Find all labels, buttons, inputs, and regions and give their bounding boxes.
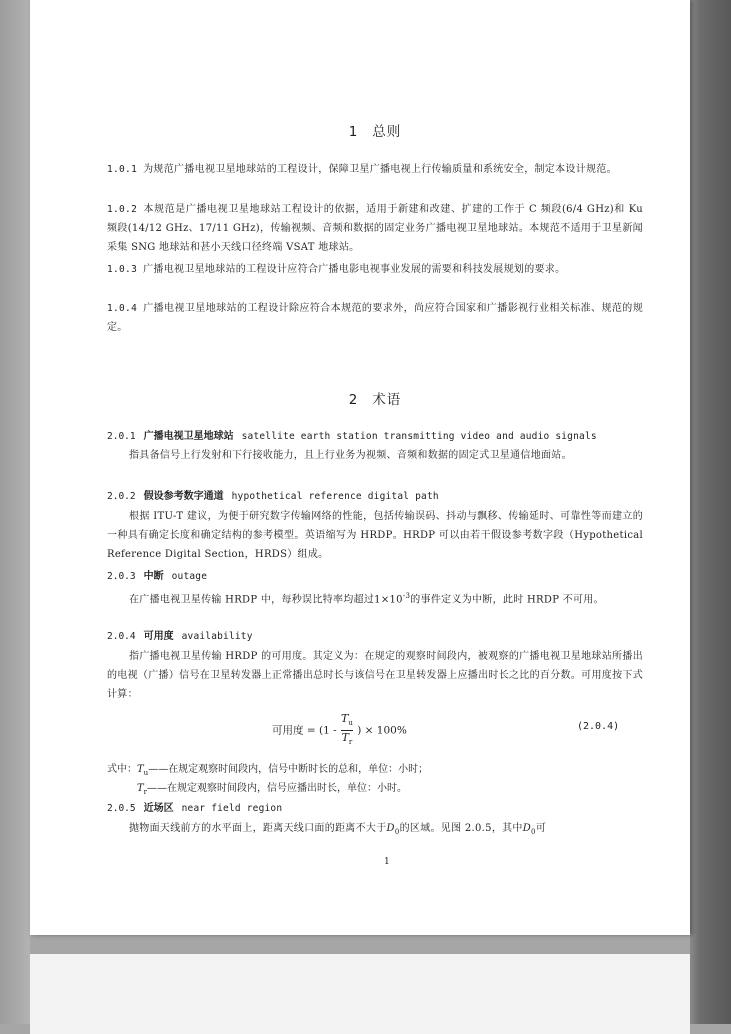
where-tr: $T_r——$在规定观察时间段内，信号应播出时长，单位：小时。 [137, 783, 408, 796]
clause-1-0-2: 1.0.2 本规范是广播电视卫星地球站工程设计的依据，适用于新建和改建、扩建的工作于 C 频段(6/4 GHz)和 Ku 频段(14/12 GHz、17/11 GHz)，传输视频、音频和数据的固定业务广播电视卫星地球站。本规范不适用于卫星新闻采集 SNG 地球站和甚小天线口径终端 VSAT 地球站。 [107, 204, 643, 253]
right-scroll-shadow [690, 0, 731, 1024]
clause-1-0-3: 1.0.3 广播电视卫星地球站的工程设计应符合广播电影电视事业发展的需要和科技发展规划的要求。 [107, 264, 566, 275]
term-2-0-4-def: 指广播电视卫星传输 HRDP 的可用度。其定义为：在规定的观察时间段内，被观察的广播电视卫星地球站所播出的电视（广播）信号在卫星转发器上正常播出总时长与该信号在卫星转发器上应播出时长之比的百分数。可用度按下式计算： [107, 651, 643, 700]
term-2-0-1: 2.0.1 广播电视卫星地球站 satellite earth station transmitting video and audio signals [107, 431, 597, 442]
term-2-0-2: 2.0.2 假设参考数字通道 hypothetical reference digital path [107, 491, 439, 502]
term-2-0-5-def: 抛物面天线前方的水平面上，距离天线口面的距离不大于$D_0$的区域。见图 2.0.5，其中$D_0$可 [129, 823, 547, 836]
where-tu: 式中：$T_u——$在规定观察时间段内，信号中断时长的总和，单位：小时； [107, 764, 429, 777]
formula-fraction: $\frac{T_u}{T_r}$ [341, 712, 353, 747]
document-page [30, 0, 690, 935]
term-2-0-3-def: 在广播电视卫星传输 HRDP 中，每秒误比特率均超过$1\times 10^{-3}$的事件定义为中断，此时 HRDP 不可用。 [129, 592, 604, 606]
availability-formula: 可用度 = (1 - $\frac{T_u}{T_r}$ ) × 100% [272, 712, 407, 749]
next-page [30, 954, 690, 1034]
term-2-0-2-def: 根据 ITU-T 建议，为便于研究数字传输网络的性能，包括传输误码、抖动与飘移、传输延时、可靠性等而建立的一种具有确定长度和确定结构的参考模型。英语缩写为 HRDP。HRDP 可以由若干假设参考数字段（Hypothetical Reference Digital Section，HRDS）组成。 [107, 511, 643, 560]
clause-1-0-1: 1.0.1 为规范广播电视卫星地球站的工程设计，保障卫星广播电视上行传输质量和系统安全，制定本设计规范。 [107, 164, 617, 175]
page-number: 1 [384, 857, 390, 867]
clause-1-0-4: 1.0.4 广播电视卫星地球站的工程设计除应符合本规范的要求外，尚应符合国家和广播影视行业相关标准、规范的规定。 [107, 303, 643, 333]
term-2-0-3: 2.0.3 中断 outage [107, 571, 208, 582]
section-1-heading: 1 总则 [348, 124, 402, 140]
section-2-heading: 2 术语 [348, 392, 402, 408]
formula-number: (2.0.4) [577, 721, 620, 732]
term-2-0-1-def: 指具备信号上行发射和下行接收能力，且上行业务为视频、音频和数据的固定式卫星通信地面站。 [129, 450, 572, 461]
left-margin [0, 0, 30, 1024]
term-2-0-4: 2.0.4 可用度 availability [107, 631, 253, 642]
term-2-0-5: 2.0.5 近场区 near field region [107, 803, 283, 814]
